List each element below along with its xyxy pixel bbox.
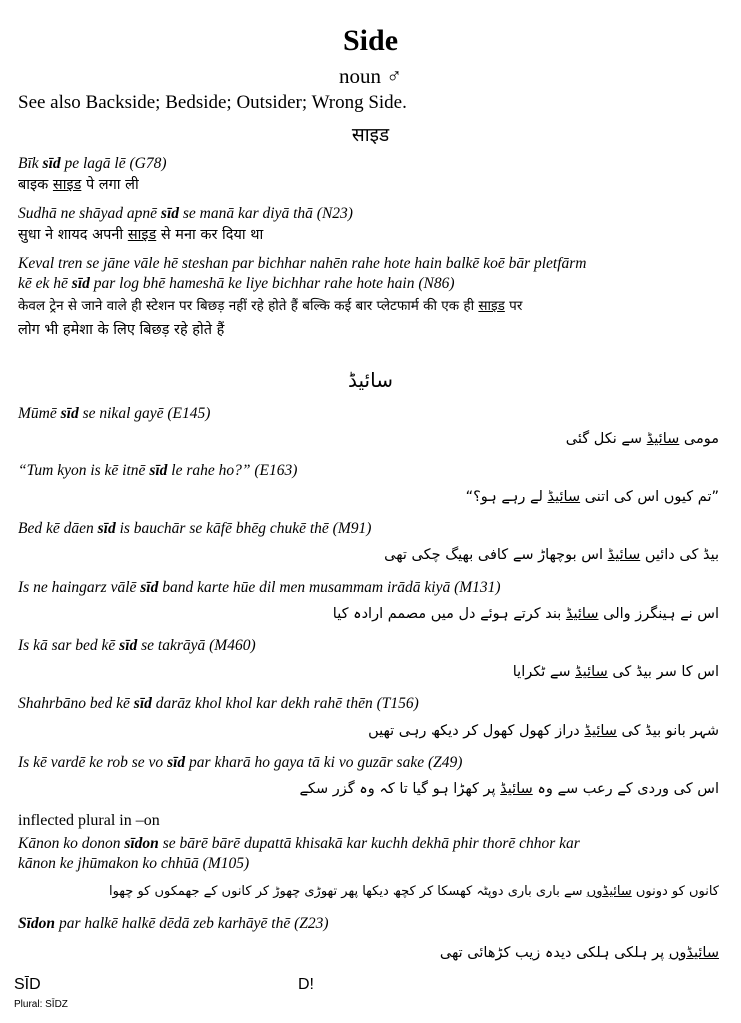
- keyword: sīd: [71, 275, 90, 292]
- source-ref: (M91): [332, 520, 372, 537]
- urdu-line: کانوں کو دونوں سائیڈوں سے باری باری دوپٹہ کھسکا کر کچھ دیکھا پھر تھوڑی چھوڑ کر کانوں کے جھمکوں کو چھوا: [108, 884, 719, 899]
- source-ref: (Z49): [427, 754, 463, 771]
- keyword: سائیڈوں: [586, 884, 632, 899]
- urdu-line: بیڈ کی دائیں سائیڈ اس بوچھاڑ سے کافی بھیگ چکی تھی: [384, 547, 719, 563]
- keyword: sīd: [60, 405, 79, 422]
- urdu-heading: سائیڈ: [348, 368, 393, 392]
- source-ref: (Z23): [294, 915, 329, 932]
- keyword: Sīdon: [18, 915, 56, 932]
- translit-line: Is kā sar bed kē sīd se takrāyā (M460): [18, 637, 256, 654]
- keyword: سائیڈ: [646, 431, 680, 447]
- keyword: سائیڈوں: [668, 945, 719, 961]
- keyword: سائیڈ: [584, 723, 617, 739]
- keyword: سائیڈ: [575, 664, 608, 680]
- urdu-line: اس کا سر بیڈ کی سائیڈ سے ٹکرایا: [512, 664, 719, 680]
- headword: Side: [342, 24, 399, 57]
- hindi-line: लोग भी हमेशा के लिए बिछड़ रहे होते हैं: [18, 322, 225, 338]
- urdu-line: مومی سائیڈ سے نکل گئی: [565, 431, 719, 447]
- source-ref: (T156): [376, 695, 419, 712]
- translit-line: Mūmē sīd se nikal gayē (E145): [18, 405, 211, 422]
- keyword: سائیڈ: [547, 489, 581, 505]
- source-ref: (G78): [129, 155, 167, 172]
- keyword: sīd: [119, 637, 138, 654]
- source-ref: (M131): [454, 579, 501, 596]
- footer-plural: Plural: SĪDZ: [14, 999, 68, 1010]
- source-ref: (N23): [316, 205, 353, 222]
- keyword: sīdon: [124, 835, 159, 852]
- keyword: sīd: [167, 754, 186, 771]
- part-of-speech: [0, 64, 741, 89]
- source-ref: (M460): [209, 637, 256, 654]
- urdu-line: اس نے ہینگرز والی سائیڈ بند کرتے ہوئے دل میں مصمم ارادہ کیا: [332, 606, 719, 622]
- keyword: sīd: [149, 462, 168, 479]
- source-ref: (N86): [418, 275, 455, 292]
- keyword: साइड: [52, 177, 82, 193]
- pos-label: noun: [339, 64, 381, 88]
- translit-line: Keval tren se jāne vāle hē steshan par bichhar nahēn rahe hote hain balkē koē bār pletfārm: [18, 255, 587, 272]
- urdu-line: سائیڈوں پر ہلکی ہلکی دیدہ زیب کڑھائی تھی: [439, 945, 719, 961]
- source-ref: (E145): [167, 405, 211, 422]
- footer-word: SĪD: [14, 976, 41, 993]
- see-also: See also Backside; Bedside; Outsider; Wrong Side.: [18, 92, 407, 113]
- male-gender-icon: ♂: [386, 64, 402, 88]
- translit-line: Is ne haingarz vālē sīd band karte hūe dil men musammam irādā kiyā (M131): [18, 579, 501, 596]
- inflected-label: inflected plural in –on: [18, 812, 160, 829]
- translit-line: kānon ke jhūmakon ko chhūā (M105): [18, 855, 250, 872]
- urdu-line: شہر بانو بیڈ کی سائیڈ دراز کھول کھول کر دیکھ رہی تھیں: [368, 723, 719, 739]
- hindi-line: केवल ट्रेन से जाने वाले ही स्टेशन पर बिछड़ नहीं रहे होते हैं बल्कि कई बार प्लेटफार्म की एक ही साइड पर: [18, 298, 523, 314]
- hindi-line: सुधा ने शायद अपनी साइड से मना कर दिया था: [18, 227, 264, 243]
- hindi-line: बाइक साइड पे लगा ली: [18, 177, 139, 193]
- translit-line: Is kē vardē ke rob se vo sīd par kharā ho gaya tā ki vo guzār sake (Z49): [18, 754, 463, 771]
- translit-line: Bīk sīd pe lagā lē (G78): [18, 155, 167, 172]
- keyword: साइड: [127, 227, 157, 243]
- translit-line: kē ek hē sīd par log bhē hameshā ke liye bichhar rahe hote hain (N86): [18, 275, 455, 292]
- keyword: साइड: [478, 298, 505, 314]
- translit-line: Kānon ko donon sīdon se bārē bārē dupattā khisakā kar kuchh dekhā phir thorē chhor kar: [18, 835, 580, 852]
- keyword: sīd: [140, 579, 159, 596]
- keyword: سائیڈ: [607, 547, 641, 563]
- urdu-line: اس کی وردی کے رعب سے وہ سائیڈ پر کھڑا ہو گیا تا کہ وہ گزر سکے: [299, 781, 719, 797]
- source-ref: (E163): [254, 462, 298, 479]
- translit-line: Shahrbāno bed kē sīd darāz khol khol kar dekh rahē thēn (T156): [18, 695, 419, 712]
- keyword: sīd: [42, 155, 61, 172]
- urdu-line: ”تم کیوں اس کی اتنی سائیڈ لے رہے ہو؟“: [465, 489, 719, 505]
- translit-line: Bed kē dāen sīd is bauchār se kāfē bhēg chukē thē (M91): [18, 520, 372, 537]
- keyword: sīd: [133, 695, 152, 712]
- keyword: sīd: [97, 520, 116, 537]
- hindi-heading: साइड: [351, 124, 390, 146]
- translit-line: Sīdon par halkē halkē dēdā zeb karhāyē thē (Z23): [18, 915, 329, 932]
- footer-mark: D!: [298, 976, 314, 993]
- keyword: سائیڈ: [500, 781, 533, 797]
- source-ref: (M105): [202, 855, 250, 872]
- keyword: sīd: [160, 205, 180, 222]
- keyword: سائیڈ: [565, 606, 599, 622]
- translit-line: Sudhā ne shāyad apnē sīd se manā kar diyā thā (N23): [18, 205, 353, 222]
- translit-line: “Tum kyon is kē itnē sīd le rahe ho?” (E163): [18, 462, 298, 479]
